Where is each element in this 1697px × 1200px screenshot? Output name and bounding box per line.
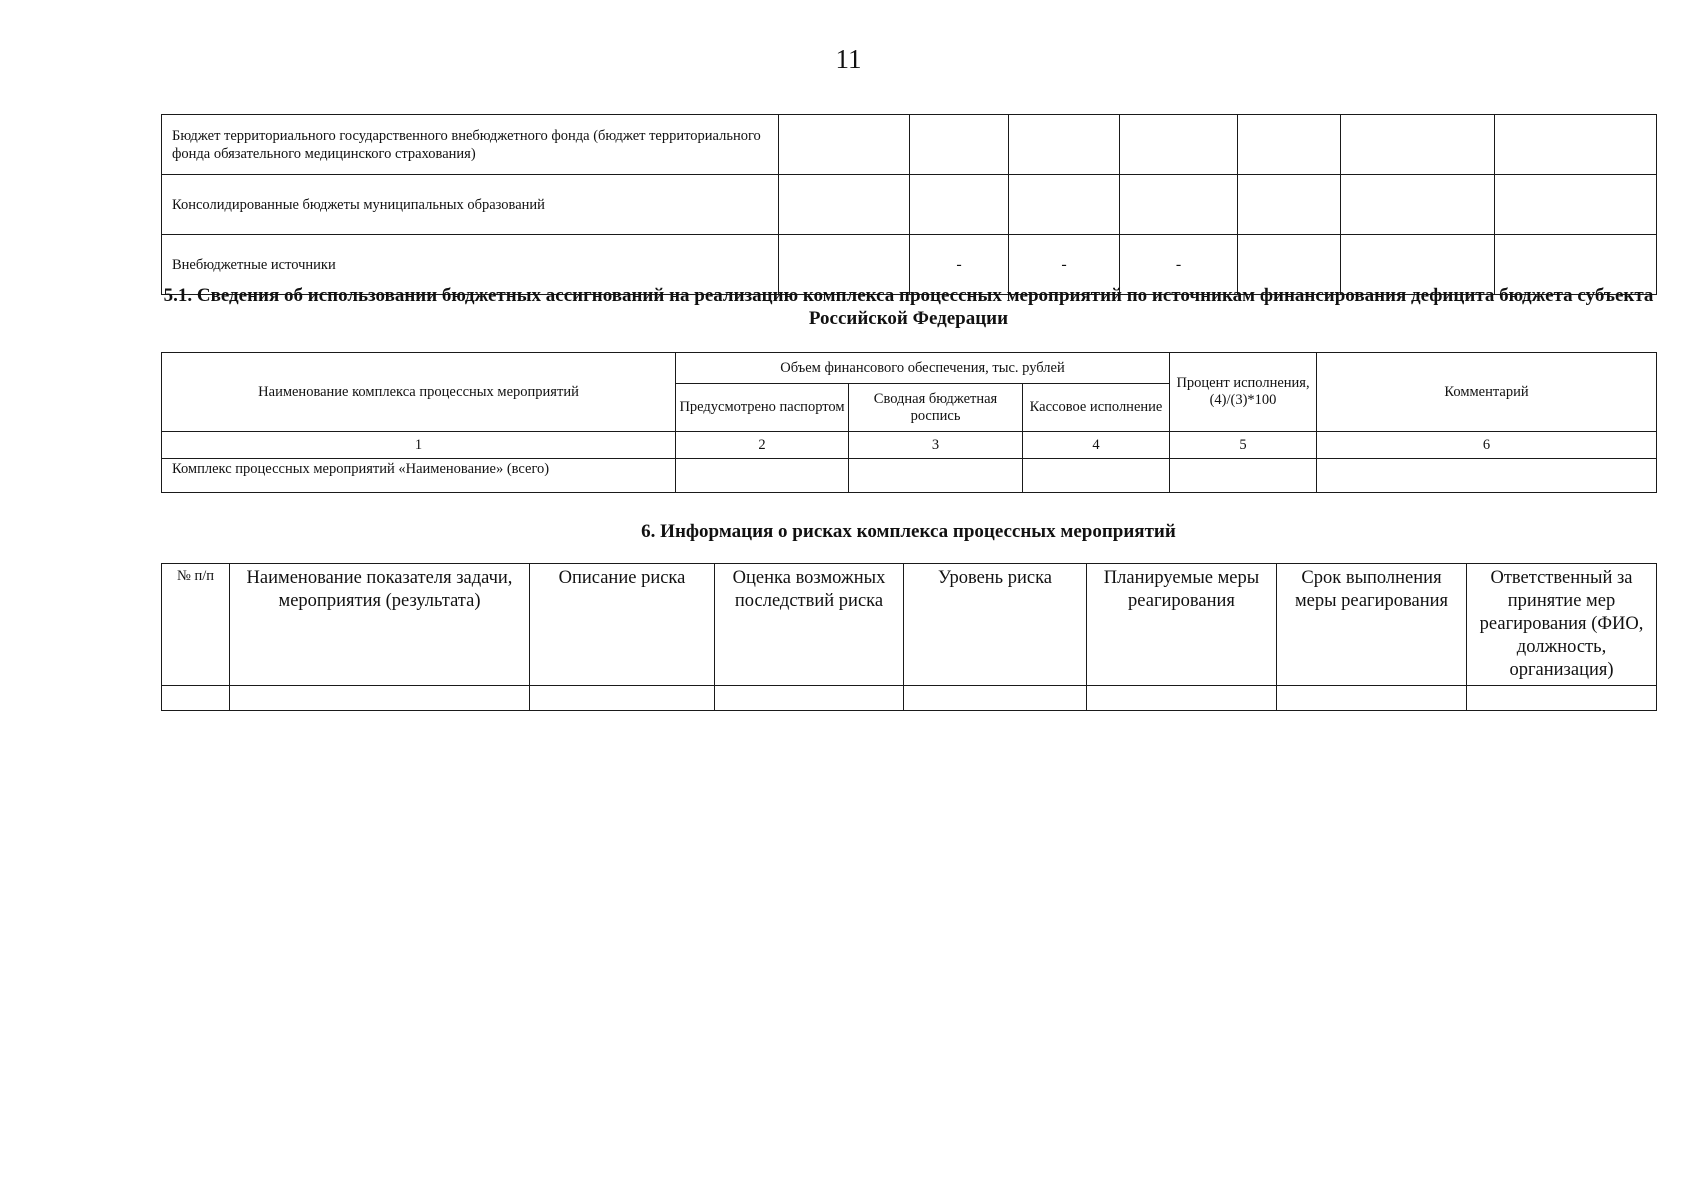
table-cell — [904, 686, 1087, 711]
header-deadline: Срок выполнения меры реагирования — [1277, 564, 1467, 686]
table-cell — [530, 686, 715, 711]
header-consolidated: Сводная бюджетная роспись — [849, 384, 1023, 432]
row-label: Внебюджетные источники — [162, 235, 779, 295]
header-number: № п/п — [162, 564, 230, 686]
table-cell — [1170, 459, 1317, 493]
header-name: Наименование комплекса процессных мероприятий — [162, 353, 676, 432]
header-risk-description: Описание риска — [530, 564, 715, 686]
table-cell — [779, 115, 910, 175]
header-planned-measures: Планируемые меры реагирования — [1087, 564, 1277, 686]
table-cell — [1009, 175, 1120, 235]
header-responsible: Ответственный за принятие мер реагирования (ФИО, должность, организация) — [1467, 564, 1657, 686]
table-cell — [1009, 115, 1120, 175]
table-cell — [779, 175, 910, 235]
column-number-row — [162, 432, 1657, 459]
header-row — [162, 353, 1657, 384]
header-percent: Процент исполнения, (4)/(3)*100 — [1170, 353, 1317, 432]
table-row — [162, 115, 1657, 175]
header-comment: Комментарий — [1317, 353, 1657, 432]
column-number: 4 — [1023, 432, 1170, 459]
column-number: 3 — [849, 432, 1023, 459]
table-cell — [1495, 175, 1657, 235]
section-5-1-title: 5.1. Сведения об использовании бюджетных ассигнований на реализацию комплекса процессных мероприятий по источникам финансирования дефицита бюджета субъекта Российской Федерации — [163, 285, 1654, 329]
header-planned: Предусмотрено паспортом — [676, 384, 849, 432]
table-cell — [910, 115, 1009, 175]
table-cell — [676, 459, 849, 493]
header-volume-group: Объем финансового обеспечения, тыс. рублей — [676, 353, 1170, 384]
table-cell — [230, 686, 530, 711]
table-cell — [1023, 459, 1170, 493]
table-cell — [1238, 115, 1341, 175]
risks-table — [161, 563, 1657, 711]
table-cell — [1087, 686, 1277, 711]
table-cell — [1317, 459, 1657, 493]
table-cell: - — [910, 235, 1009, 295]
table-cell — [162, 686, 230, 711]
row-label: Комплекс процессных мероприятий «Наименование» (всего) — [162, 459, 676, 493]
header-risk-level: Уровень риска — [904, 564, 1087, 686]
budget-allocations-table — [161, 352, 1657, 493]
row-label: Бюджет территориального государственного внебюджетного фонда (бюджет территориального фонда обязательного медицинского страхования) — [162, 115, 779, 175]
table-cell — [1341, 175, 1495, 235]
table-row — [162, 686, 1657, 711]
table-cell — [1120, 115, 1238, 175]
table-cell — [1467, 686, 1657, 711]
page-number: 11 — [835, 44, 862, 74]
funding-sources-table — [161, 114, 1657, 295]
table-cell — [1341, 115, 1495, 175]
table-row — [162, 175, 1657, 235]
header-cash: Кассовое исполнение — [1023, 384, 1170, 432]
header-indicator: Наименование показателя задачи, мероприятия (результата) — [230, 564, 530, 686]
table-cell — [1277, 686, 1467, 711]
row-label: Консолидированные бюджеты муниципальных образований — [162, 175, 779, 235]
header-consequences: Оценка возможных последствий риска — [715, 564, 904, 686]
column-number: 6 — [1317, 432, 1657, 459]
column-number: 1 — [162, 432, 676, 459]
table-cell — [1120, 175, 1238, 235]
column-number: 5 — [1170, 432, 1317, 459]
table-cell: - — [1120, 235, 1238, 295]
table-cell: - — [1009, 235, 1120, 295]
table-cell — [910, 175, 1009, 235]
header-row — [162, 564, 1657, 686]
table-cell — [849, 459, 1023, 493]
column-number: 2 — [676, 432, 849, 459]
section-6-title: 6. Информация о рисках комплекса процессных мероприятий — [641, 521, 1176, 542]
table-cell — [715, 686, 904, 711]
table-cell — [1495, 115, 1657, 175]
table-row — [162, 459, 1657, 493]
table-cell — [1238, 175, 1341, 235]
